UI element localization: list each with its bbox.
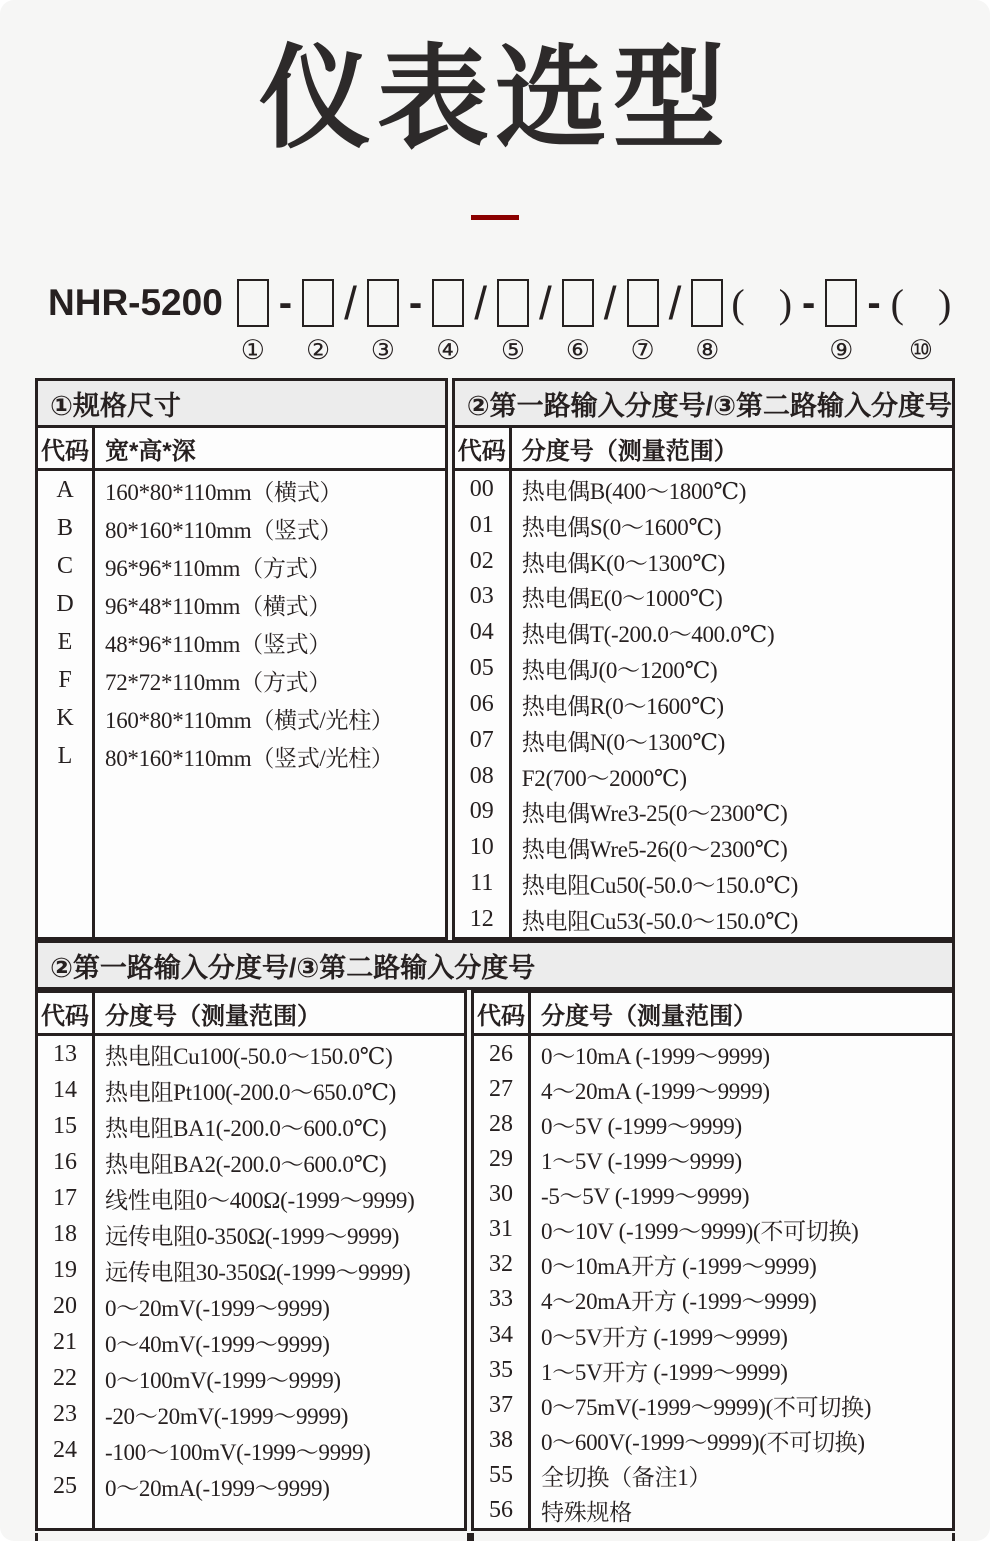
model-separator-unit: [602, 278, 619, 368]
row-code: 26: [489, 1040, 513, 1067]
row-value: 1～5V (-1999～9999): [541, 1148, 742, 1174]
table-input-codes-2-right: [471, 990, 955, 1531]
row-code: B: [56, 514, 73, 541]
row-value: 0～75mV(-1999～9999)(不可切换): [541, 1394, 872, 1420]
row-value: 热电偶Wre3-25(0～2300℃): [521, 801, 788, 827]
row-code: L: [57, 742, 73, 769]
model-box-unit: [691, 278, 723, 368]
model-code-box: [432, 279, 464, 327]
section-1: [35, 378, 955, 940]
dash-separator: -: [802, 280, 816, 325]
table-body: [474, 1036, 952, 1528]
column-header-value: 分度号（测量范围）: [105, 1002, 321, 1030]
parentheses: ( ): [890, 280, 952, 326]
model-separator-unit: [865, 278, 882, 368]
model-prefix-unit: [48, 278, 229, 368]
model-paren-unit: [731, 278, 792, 368]
row-value: 160*80*110mm（横式/光柱）: [105, 707, 394, 733]
model-position-label: ①: [240, 335, 265, 366]
row-code: 13: [53, 1040, 77, 1067]
row-value: 热电偶R(0～1600℃): [521, 693, 724, 719]
row-value: 热电阻BA2(-200.0～600.0℃): [105, 1151, 387, 1177]
table-header-row: [38, 993, 464, 1036]
row-code: 20: [53, 1292, 77, 1319]
row-code: 27: [489, 1075, 513, 1102]
row-code: D: [56, 590, 74, 617]
row-code: 25: [53, 1472, 77, 1499]
row-value: 160*80*110mm（横式）: [105, 479, 343, 505]
table-border-stub: [35, 1533, 38, 1541]
model-code-box: [825, 279, 857, 327]
slash-separator: /: [539, 277, 552, 330]
table-input-codes-1: [452, 378, 955, 940]
row-code: 08: [469, 762, 494, 789]
model-separator-unit: [800, 278, 817, 368]
row-value: 1～5V开方 (-1999～9999): [541, 1359, 788, 1385]
row-value: 48*96*110mm（竖式）: [105, 631, 331, 657]
row-code: 02: [469, 547, 494, 574]
row-value: 热电阻Cu50(-50.0～150.0℃): [521, 873, 799, 899]
row-value: 热电偶T(-200.0～400.0℃): [521, 622, 775, 648]
row-code: 11: [470, 870, 494, 897]
section-header: ②第一路输入分度号/③第二路输入分度号: [455, 381, 952, 428]
value-column: [95, 1036, 464, 1528]
table-body: [455, 471, 952, 937]
model-position-label: ⑦: [630, 335, 655, 366]
slash-separator: /: [603, 277, 617, 330]
table-border-stub: [467, 1533, 474, 1541]
row-value: 热电阻BA1(-200.0～600.0℃): [105, 1115, 387, 1141]
parentheses: ( ): [731, 280, 793, 326]
selection-tables: [35, 378, 955, 1541]
row-value: 热电阻Pt100(-200.0～650.0℃): [105, 1079, 396, 1105]
slash-separator: /: [668, 277, 682, 330]
value-column: [531, 1036, 952, 1528]
row-code: 10: [469, 834, 494, 861]
column-header-value: 分度号（测量范围）: [541, 1002, 757, 1030]
table-input-codes-2-left: [35, 990, 467, 1531]
row-value: 热电偶K(0～1300℃): [521, 550, 726, 576]
row-value: F2(700～2000℃): [521, 765, 687, 791]
row-code: 34: [489, 1321, 513, 1348]
row-value: -20～20mV(-1999～9999): [105, 1403, 349, 1429]
model-separator-unit: [667, 278, 684, 368]
model-box-unit: [627, 278, 659, 368]
column-header-code: 代码: [38, 993, 95, 1033]
row-code: 32: [489, 1251, 513, 1278]
row-value: 0～10mA开方 (-1999～9999): [541, 1254, 817, 1280]
value-column: [95, 471, 445, 937]
row-value: 0～40mV(-1999～9999): [105, 1331, 330, 1357]
row-value: 96*96*110mm（方式）: [105, 555, 331, 581]
row-code: 24: [53, 1436, 77, 1463]
model-separator-unit: [277, 278, 294, 368]
model-separator-unit: [407, 278, 424, 368]
row-value: 80*160*110mm（竖式）: [105, 517, 343, 543]
row-value: 热电偶J(0～1200℃): [521, 658, 718, 684]
row-code: 09: [469, 798, 494, 825]
row-code: 35: [489, 1356, 513, 1383]
column-header-value: 分度号（测量范围）: [521, 437, 738, 465]
column-header-value: 宽*高*深: [105, 437, 196, 465]
code-column: [38, 471, 95, 937]
row-code: 16: [53, 1148, 77, 1175]
table-body: [38, 1036, 464, 1528]
row-code: 23: [53, 1400, 77, 1427]
row-code: 37: [489, 1391, 513, 1418]
row-code: 00: [469, 475, 494, 502]
row-value: 4～20mA (-1999～9999): [541, 1078, 770, 1104]
model-prefix: NHR-5200: [48, 282, 223, 324]
row-value: 4～20mA开方 (-1999～9999): [541, 1289, 817, 1315]
model-code-box: [497, 279, 529, 327]
dash-separator: -: [867, 280, 881, 325]
model-position-label: ⑧: [695, 335, 720, 366]
model-box-unit: [367, 278, 399, 368]
table-header-row: [455, 428, 952, 471]
next-section-cutoff: [35, 1531, 955, 1541]
row-code: 17: [53, 1184, 77, 1211]
row-code: A: [56, 476, 74, 503]
code-column: [474, 1036, 531, 1528]
row-code: 19: [53, 1256, 77, 1283]
row-code: 04: [469, 619, 494, 646]
row-code: 55: [489, 1462, 513, 1489]
row-value: 72*72*110mm（方式）: [105, 669, 331, 695]
row-code: 22: [53, 1364, 77, 1391]
row-code: 01: [469, 511, 494, 538]
model-code-box: [367, 279, 399, 327]
row-code: 56: [489, 1497, 513, 1524]
page-title: 仪表选型: [259, 36, 731, 161]
model-position-label: ③: [370, 335, 396, 366]
row-value: 0～10V (-1999～9999)(不可切换): [541, 1219, 859, 1245]
model-code-row: [44, 278, 990, 368]
row-value: -100～100mV(-1999～9999): [105, 1439, 371, 1465]
row-value: 0～5V开方 (-1999～9999): [541, 1324, 788, 1350]
row-code: 38: [489, 1427, 513, 1454]
model-box-unit: [237, 278, 269, 368]
section-header: ①规格尺寸: [38, 381, 445, 428]
model-separator-unit: [472, 278, 489, 368]
table-header-row: [38, 428, 445, 471]
row-value: 热电偶E(0～1000℃): [521, 586, 723, 612]
dash-separator: -: [278, 280, 293, 325]
row-code: 05: [469, 655, 494, 682]
model-code-box: [627, 279, 659, 327]
row-value: 0～20mV(-1999～9999): [105, 1295, 330, 1321]
row-value: -5～5V (-1999～9999): [541, 1184, 750, 1210]
dash-separator: -: [408, 280, 423, 325]
model-position-label: ②: [306, 335, 331, 366]
row-code: 18: [53, 1220, 77, 1247]
model-position-label: ⑤: [500, 335, 526, 366]
row-value: 0～10mA (-1999～9999): [541, 1043, 770, 1069]
model-box-unit: [432, 278, 464, 368]
row-value: 0～20mA(-1999～9999): [105, 1475, 330, 1501]
row-value: 热电阻Cu53(-50.0～150.0℃): [521, 908, 799, 934]
model-position-label: ⑩: [908, 335, 934, 366]
row-value: 0～5V (-1999～9999): [541, 1113, 742, 1139]
row-code: 31: [489, 1216, 513, 1243]
row-value: 远传电阻0-350Ω(-1999～9999): [105, 1223, 400, 1249]
table-border-stub: [952, 1533, 955, 1541]
section-2: [35, 990, 955, 1531]
model-code-area: [44, 278, 990, 368]
code-column: [38, 1036, 95, 1528]
row-code: C: [56, 552, 73, 579]
model-separator-unit: [342, 278, 359, 368]
row-value: 80*160*110mm（竖式/光柱）: [105, 745, 394, 771]
row-code: 12: [469, 905, 494, 932]
row-code: 21: [53, 1328, 77, 1355]
model-paren-unit: [891, 278, 952, 368]
section-2-header: ②第一路输入分度号/③第二路输入分度号: [35, 940, 955, 990]
code-column: [455, 471, 512, 937]
row-code: 14: [53, 1076, 77, 1103]
row-value: 96*48*110mm（横式）: [105, 593, 331, 619]
row-code: 06: [469, 690, 494, 717]
model-box-unit: [562, 278, 594, 368]
row-code: 29: [489, 1145, 513, 1172]
model-code-box: [237, 279, 269, 327]
model-position-label: ④: [436, 335, 461, 366]
row-code: 07: [469, 726, 494, 753]
row-value: 0～100mV(-1999～9999): [105, 1367, 341, 1393]
row-value: 热电偶S(0～1600℃): [521, 514, 722, 540]
model-box-unit: [497, 278, 529, 368]
row-code: 28: [489, 1110, 513, 1137]
table-size-spec: [35, 378, 448, 940]
row-value: 热电偶Wre5-26(0～2300℃): [521, 837, 788, 863]
model-box-unit: [825, 278, 857, 368]
model-code-box: [562, 279, 594, 327]
row-value: 0～600V(-1999～9999)(不可切换): [541, 1430, 865, 1456]
row-value: 热电偶N(0～1300℃): [521, 729, 726, 755]
model-box-unit: [302, 278, 334, 368]
slash-separator: /: [474, 277, 488, 330]
model-code-box: [302, 279, 334, 327]
value-column: [512, 471, 952, 937]
row-code: E: [57, 628, 73, 655]
row-value: 线性电阻0～400Ω(-1999～9999): [105, 1187, 415, 1213]
row-code: 30: [489, 1181, 513, 1208]
column-header-code: 代码: [455, 428, 512, 468]
model-code-box: [691, 279, 723, 327]
model-position-label: ⑥: [565, 335, 590, 366]
row-value: 热电阻Cu100(-50.0～150.0℃): [105, 1043, 393, 1069]
row-code: F: [58, 666, 72, 693]
row-code: 03: [469, 583, 494, 610]
model-separator-unit: [537, 278, 554, 368]
table-header-row: [474, 993, 952, 1036]
row-value: 全切换（备注1）: [541, 1465, 712, 1491]
column-header-code: 代码: [38, 428, 95, 468]
row-code: 15: [53, 1112, 77, 1139]
row-code: 33: [489, 1286, 513, 1313]
accent-dash: [471, 215, 519, 220]
row-code: K: [56, 704, 74, 731]
row-value: 特殊规格: [541, 1500, 632, 1526]
row-value: 远传电阻30-350Ω(-1999～9999): [105, 1259, 411, 1285]
model-position-label: ⑨: [829, 335, 854, 366]
table-body: [38, 471, 445, 937]
slash-separator: /: [344, 277, 357, 330]
column-header-code: 代码: [474, 993, 531, 1033]
row-value: 热电偶B(400～1800℃): [521, 478, 747, 504]
